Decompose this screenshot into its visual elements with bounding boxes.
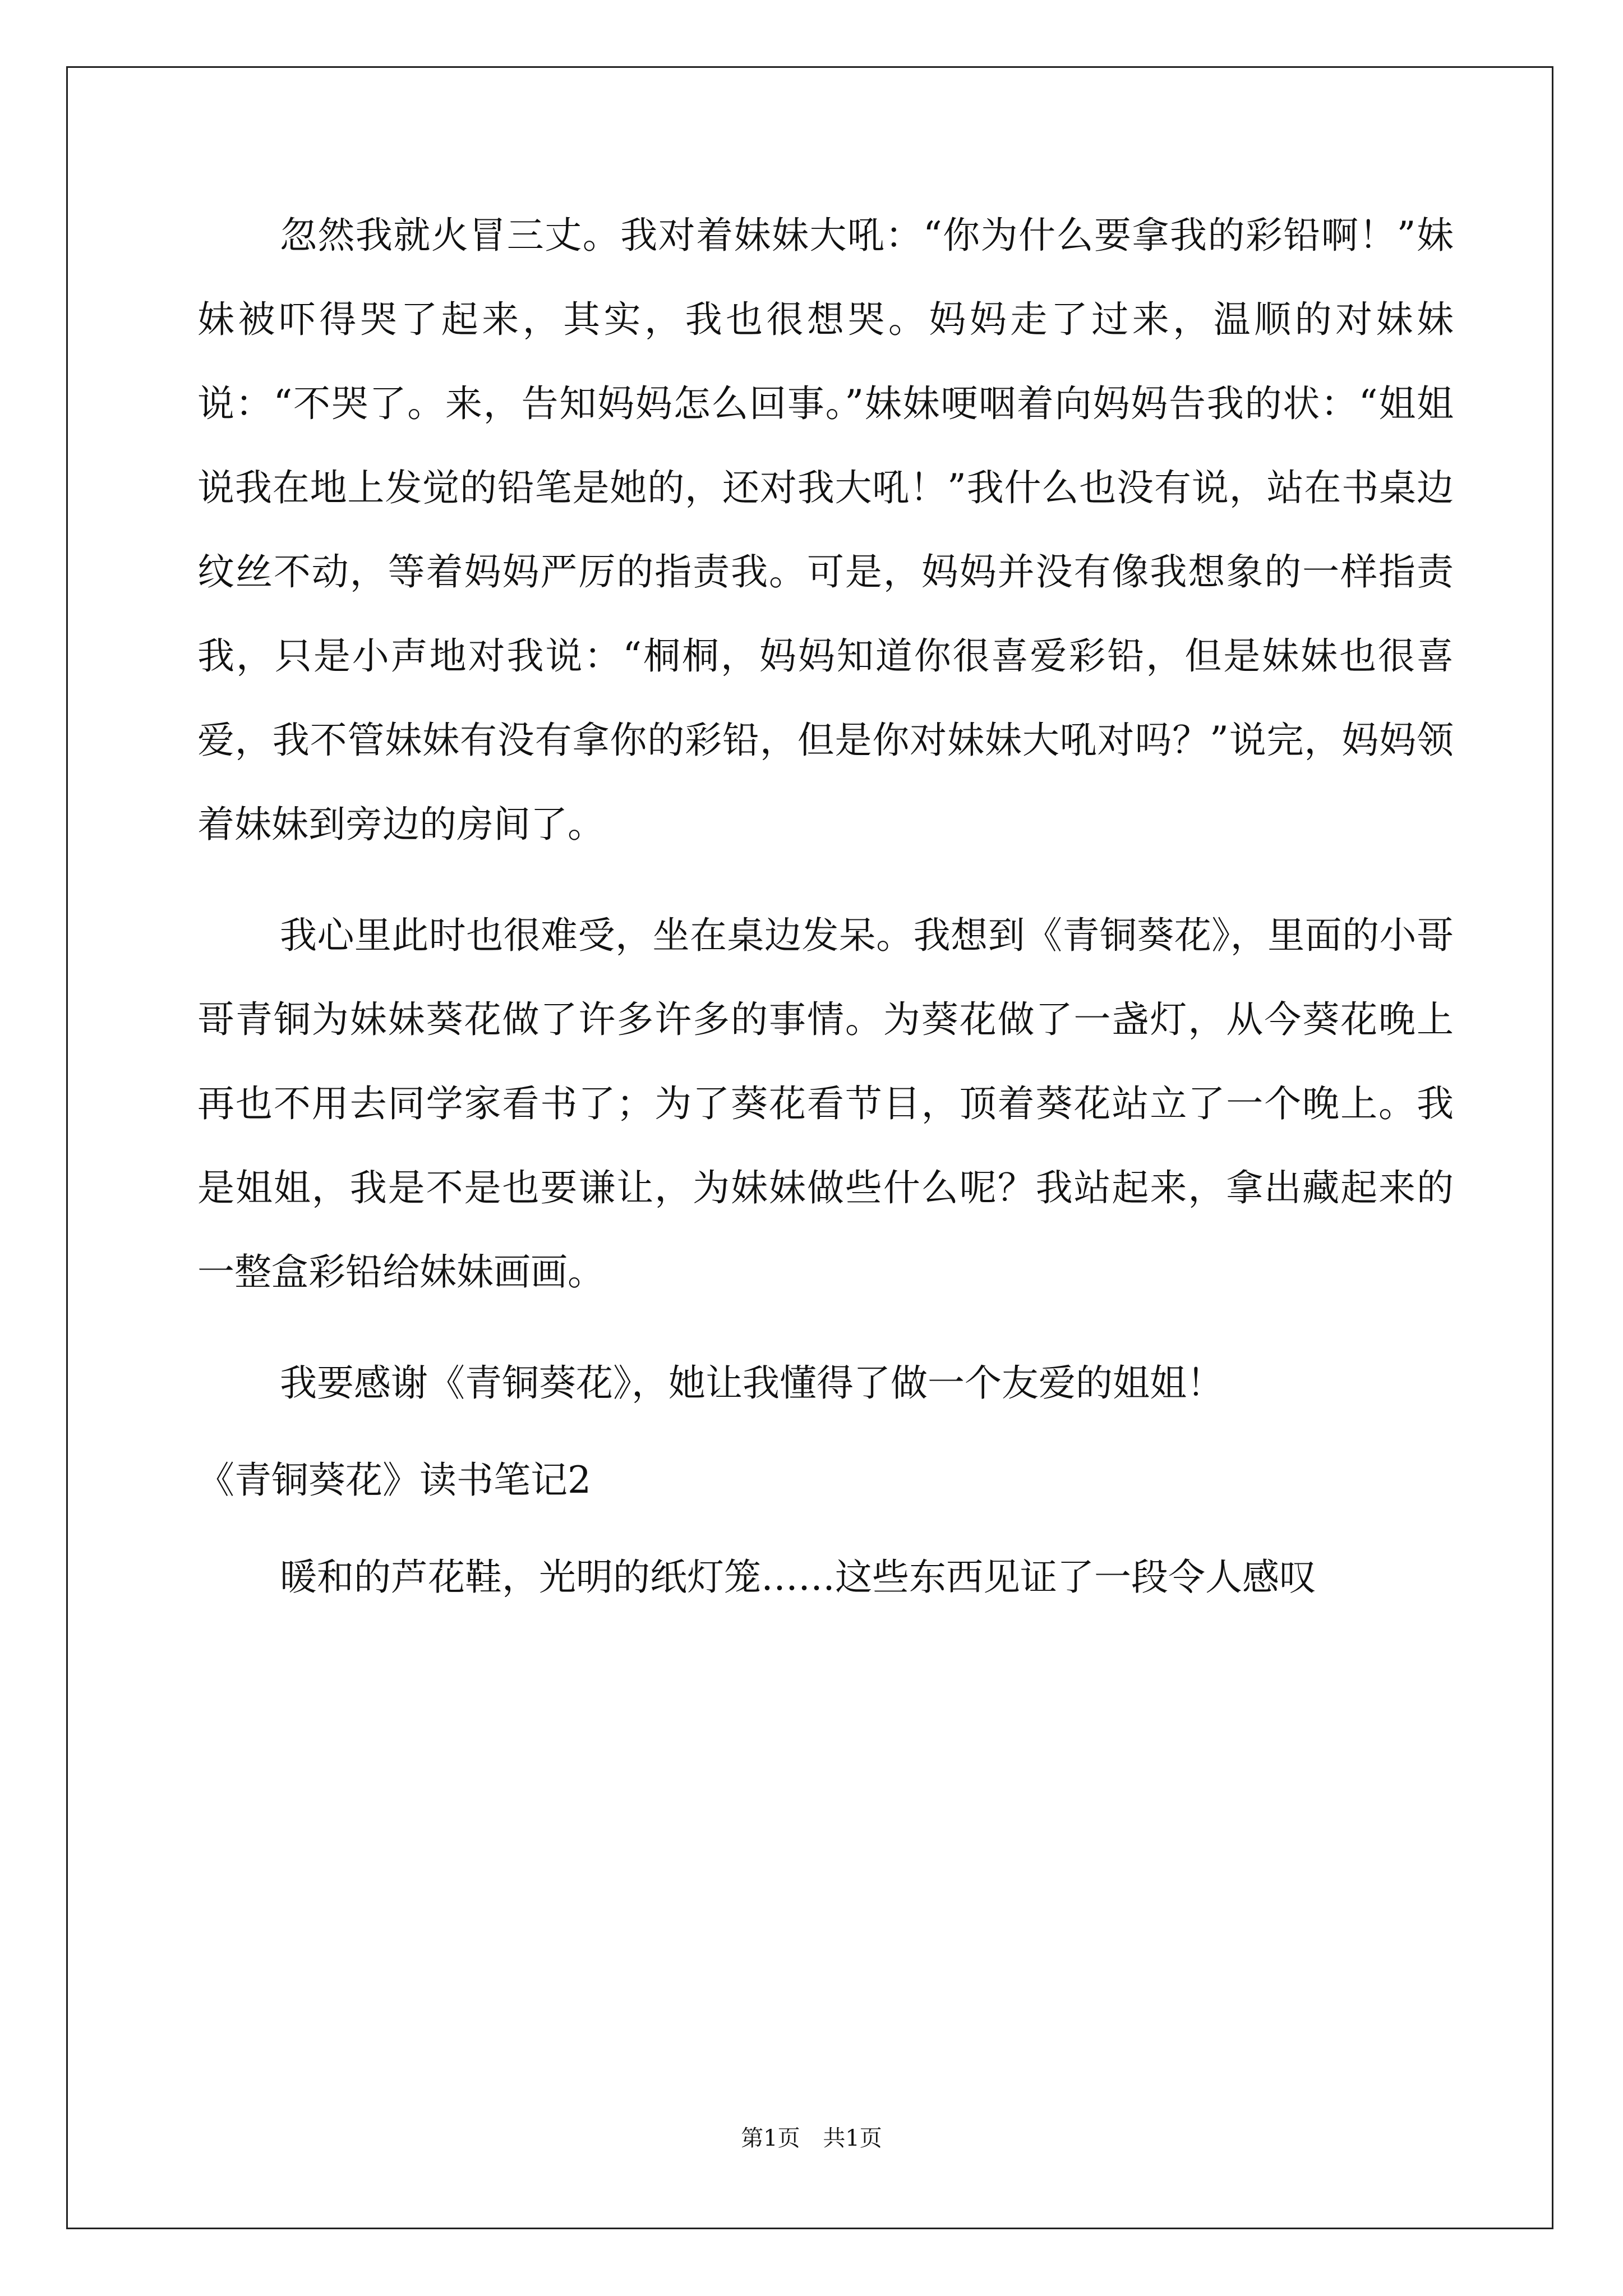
document-body xyxy=(197,214,1454,1646)
paragraph-2: 我心里此时也很难受，坐在桌边发呆。我想到《青铜葵花》，里面的小哥哥青铜为妹妹葵花做了许多许多的事情。为葵花做了一盏灯，从今葵花晚上再也不用去同学家看书了；为了葵花看节目，顶着葵花站立了一个晚上。我是姐姐，我是不是也要谦让，为妹妹做些什么呢？我站起来，拿出藏起来的一整盒彩铅给妹妹画画。 xyxy=(197,914,1454,1294)
page-number: 第1页 xyxy=(741,2125,800,2151)
paragraph-3: 我要感谢《青铜葵花》，她让我懂得了做一个友爱的姐姐！ xyxy=(280,1361,1224,1405)
section-heading: 《青铜葵花》读书笔记2 xyxy=(197,1458,591,1502)
page-total: 共1页 xyxy=(823,2125,882,2151)
page-footer xyxy=(0,2120,1623,2152)
paragraph-1: 忽然我就火冒三丈。我对着妹妹大吼：“你为什么要拿我的彩铅啊！”妹妹被吓得哭了起来，其实，我也很想哭。妈妈走了过来，温顺的对妹妹说：“不哭了。来，告知妈妈怎么回事。”妹妹哽咽着向妈妈告我的状：“姐姐说我在地上发觉的铅笔是她的，还对我大吼！”我什么也没有说，站在书桌边纹丝不动，等着妈妈严厉的指责我。可是，妈妈并没有像我想象的一样指责我，只是小声地对我说：“桐桐，妈妈知道你很喜爱彩铅，但是妹妹也很喜爱，我不管妹妹有没有拿你的彩铅，但是你对妹妹大吼对吗？”说完，妈妈领着妹妹到旁边的房间了。 xyxy=(197,214,1454,846)
paragraph-4: 暖和的芦花鞋，光明的纸灯笼……这些东西见证了一段令人感叹 xyxy=(280,1556,1316,1599)
